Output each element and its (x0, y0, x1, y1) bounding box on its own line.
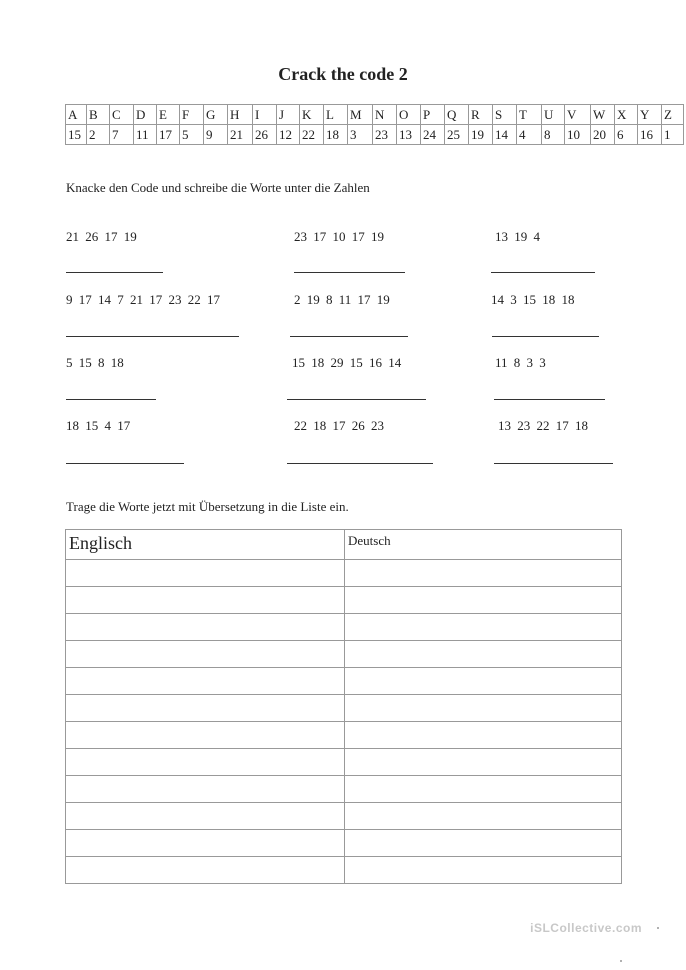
deutsch-cell[interactable] (345, 803, 622, 830)
code-letter-cell: Y (638, 105, 662, 125)
code-number-cell: 8 (542, 125, 565, 145)
instruction-crack: Knacke den Code und schreibe die Worte unter die Zahlen (66, 180, 370, 195)
code-letter-cell: W (591, 105, 615, 125)
vocabulary-row (66, 776, 622, 803)
puzzle-numbers: 5 15 8 18 (66, 355, 124, 370)
code-letter-cell: I (253, 105, 277, 125)
englisch-cell[interactable] (66, 641, 345, 668)
code-letter-cell: H (228, 105, 253, 125)
puzzle-numbers: 15 18 29 15 16 14 (292, 355, 402, 370)
code-letter-cell: N (373, 105, 397, 125)
code-letter-cell: K (300, 105, 324, 125)
code-number-cell: 16 (638, 125, 662, 145)
englisch-cell[interactable] (66, 722, 345, 749)
puzzle-numbers: 21 26 17 19 (66, 229, 137, 244)
code-number-cell: 20 (591, 125, 615, 145)
puzzle-numbers: 13 19 4 (495, 229, 540, 244)
code-number-cell: 15 (66, 125, 87, 145)
vocabulary-header-row (66, 530, 622, 560)
code-letter-cell: C (110, 105, 134, 125)
code-letter-cell: R (469, 105, 493, 125)
englisch-cell[interactable] (66, 857, 345, 884)
vocabulary-table (65, 529, 622, 884)
code-letter-cell: J (277, 105, 300, 125)
code-number-cell: 2 (87, 125, 110, 145)
answer-line[interactable] (492, 336, 599, 337)
puzzle-numbers: 9 17 14 7 21 17 23 22 17 (66, 292, 220, 307)
header-englisch: Englisch (66, 530, 345, 560)
puzzle-numbers: 23 17 10 17 19 (294, 229, 384, 244)
page-title: Crack the code 2 (278, 64, 408, 84)
code-table (65, 104, 684, 145)
code-letters-row (66, 105, 684, 125)
answer-line[interactable] (494, 399, 605, 400)
code-letter-cell: E (157, 105, 180, 125)
vocabulary-row (66, 560, 622, 587)
englisch-cell[interactable] (66, 830, 345, 857)
instruction-list: Trage die Worte jetzt mit Übersetzung in die Liste ein. (66, 499, 349, 514)
code-number-cell: 12 (277, 125, 300, 145)
puzzle-numbers: 13 23 22 17 18 (498, 418, 588, 433)
code-number-cell: 13 (397, 125, 421, 145)
code-number-cell: 17 (157, 125, 180, 145)
code-letter-cell: A (66, 105, 87, 125)
code-letter-cell: V (565, 105, 591, 125)
code-number-cell: 1 (662, 125, 684, 145)
answer-line[interactable] (494, 463, 613, 464)
englisch-cell[interactable] (66, 803, 345, 830)
vocabulary-row (66, 587, 622, 614)
code-number-cell: 10 (565, 125, 591, 145)
answer-line[interactable] (287, 463, 433, 464)
englisch-cell[interactable] (66, 587, 345, 614)
puzzle-numbers: 14 3 15 18 18 (491, 292, 575, 307)
englisch-cell[interactable] (66, 560, 345, 587)
deutsch-cell[interactable] (345, 695, 622, 722)
puzzle-numbers: 18 15 4 17 (66, 418, 131, 433)
answer-line[interactable] (491, 272, 595, 273)
vocabulary-row (66, 695, 622, 722)
code-number-cell: 4 (517, 125, 542, 145)
deutsch-cell[interactable] (345, 830, 622, 857)
deutsch-cell[interactable] (345, 857, 622, 884)
code-number-cell: 3 (348, 125, 373, 145)
code-letter-cell: Z (662, 105, 684, 125)
vocabulary-row (66, 722, 622, 749)
answer-line[interactable] (290, 336, 408, 337)
deutsch-cell[interactable] (345, 587, 622, 614)
vocabulary-row (66, 830, 622, 857)
puzzle-numbers: 11 8 3 3 (495, 355, 546, 370)
answer-line[interactable] (66, 463, 184, 464)
code-number-cell: 21 (228, 125, 253, 145)
code-letter-cell: Q (445, 105, 469, 125)
answer-line[interactable] (294, 272, 405, 273)
code-letter-cell: M (348, 105, 373, 125)
code-number-cell: 24 (421, 125, 445, 145)
deutsch-cell[interactable] (345, 668, 622, 695)
code-number-cell: 6 (615, 125, 638, 145)
code-letter-cell: D (134, 105, 157, 125)
vocabulary-row (66, 803, 622, 830)
answer-line[interactable] (66, 272, 163, 273)
vocabulary-row (66, 614, 622, 641)
code-number-cell: 9 (204, 125, 228, 145)
vocabulary-row (66, 668, 622, 695)
deutsch-cell[interactable] (345, 560, 622, 587)
vocabulary-row (66, 749, 622, 776)
deutsch-cell[interactable] (345, 749, 622, 776)
code-number-cell: 5 (180, 125, 204, 145)
code-number-cell: 22 (300, 125, 324, 145)
englisch-cell[interactable] (66, 614, 345, 641)
code-letter-cell: S (493, 105, 517, 125)
code-letter-cell: L (324, 105, 348, 125)
footer-dot (657, 927, 659, 929)
code-number-cell: 7 (110, 125, 134, 145)
code-number-cell: 18 (324, 125, 348, 145)
code-letter-cell: P (421, 105, 445, 125)
deutsch-cell[interactable] (345, 641, 622, 668)
code-number-cell: 11 (134, 125, 157, 145)
englisch-cell[interactable] (66, 749, 345, 776)
footer-dot (620, 960, 622, 962)
footer-watermark: iSLCollective.com (530, 921, 642, 935)
code-letter-cell: B (87, 105, 110, 125)
puzzle-numbers: 22 18 17 26 23 (294, 418, 384, 433)
code-number-cell: 25 (445, 125, 469, 145)
answer-line[interactable] (287, 399, 426, 400)
code-letter-cell: O (397, 105, 421, 125)
code-letter-cell: G (204, 105, 228, 125)
code-letter-cell: X (615, 105, 638, 125)
code-letter-cell: F (180, 105, 204, 125)
code-number-cell: 23 (373, 125, 397, 145)
deutsch-cell[interactable] (345, 776, 622, 803)
code-number-cell: 19 (469, 125, 493, 145)
header-deutsch: Deutsch (345, 530, 622, 560)
code-number-cell: 26 (253, 125, 277, 145)
code-numbers-row (66, 125, 684, 145)
code-letter-cell: T (517, 105, 542, 125)
deutsch-cell[interactable] (345, 614, 622, 641)
code-number-cell: 14 (493, 125, 517, 145)
deutsch-cell[interactable] (345, 722, 622, 749)
answer-line[interactable] (66, 399, 156, 400)
vocabulary-row (66, 641, 622, 668)
answer-line[interactable] (66, 336, 239, 337)
englisch-cell[interactable] (66, 776, 345, 803)
englisch-cell[interactable] (66, 668, 345, 695)
code-letter-cell: U (542, 105, 565, 125)
vocabulary-row (66, 857, 622, 884)
englisch-cell[interactable] (66, 695, 345, 722)
puzzle-numbers: 2 19 8 11 17 19 (294, 292, 390, 307)
